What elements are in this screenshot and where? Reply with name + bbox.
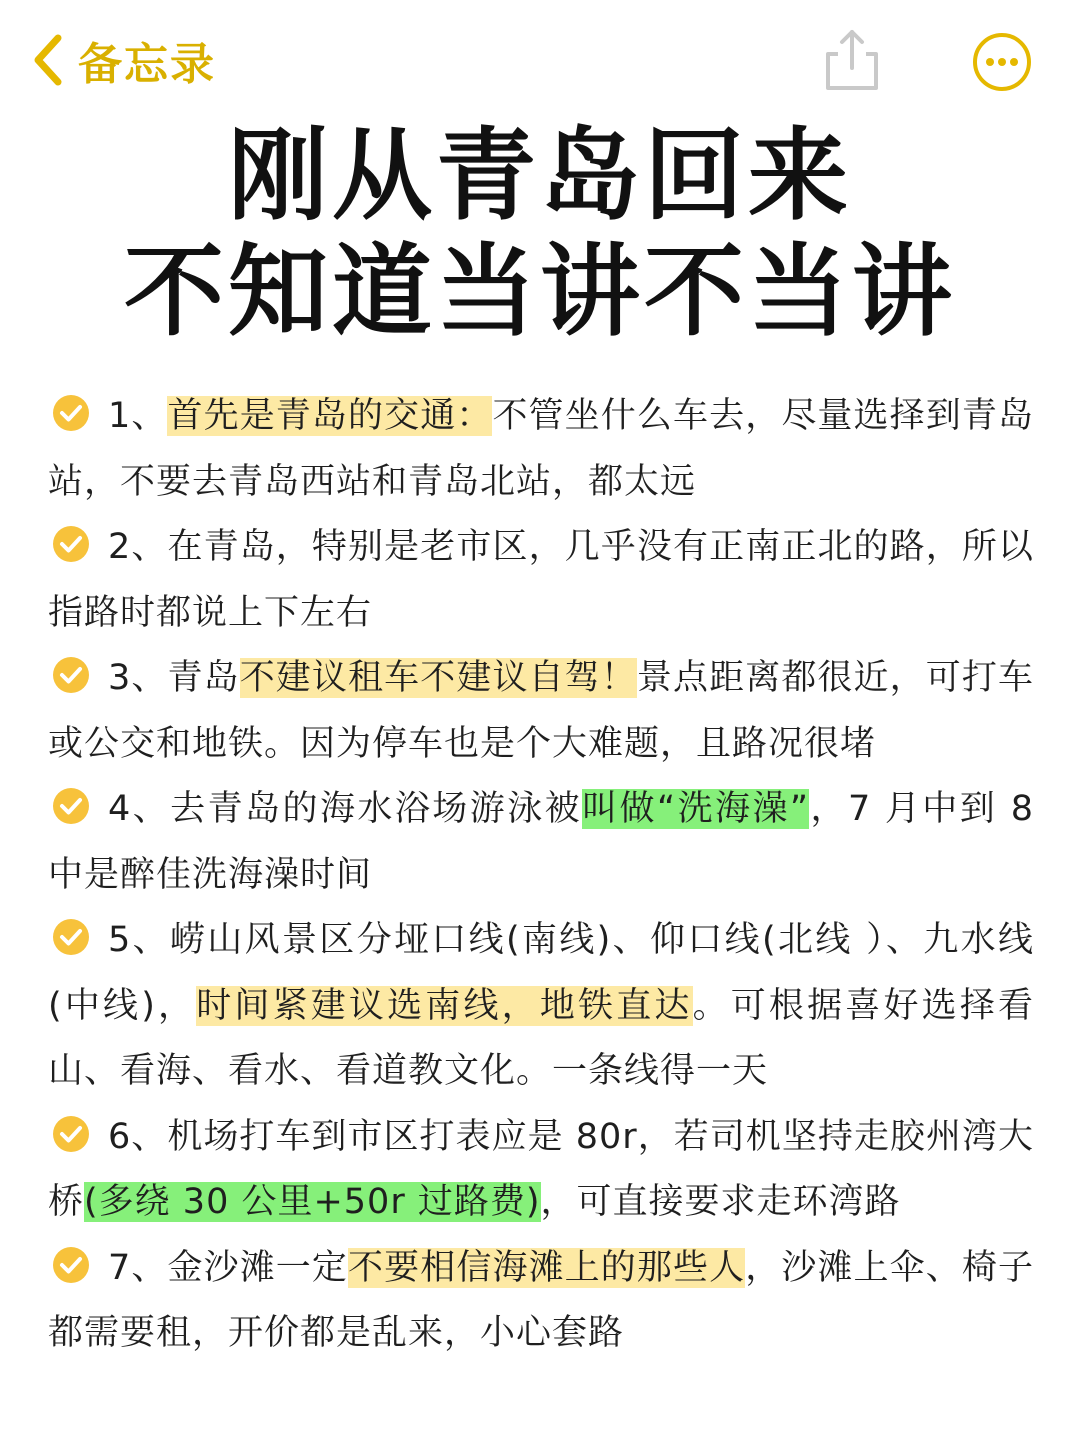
item-text: ，可直接要求走环湾路 [540,1182,901,1222]
list-item [48,1105,1034,1236]
item-text: 4、去青岛的海水浴场游泳被 [108,789,583,829]
item-text: 2、在青岛，特别是老市区，几乎没有正南正北的路，所以指路时都说上下左右 [48,527,1034,633]
chevron-left-icon [30,32,64,88]
item-text: 7、金沙滩一定 [108,1247,349,1288]
share-icon [822,26,882,94]
share-button[interactable] [822,26,882,94]
item-text: 不管坐什么车去，尽量选择到青岛站，不要去青岛西站和青岛北站，都太远 [48,396,1034,502]
highlight-text: 叫做“洗海澡” [582,789,810,829]
item-text: 5、崂山风景区分垭口线(南线)、仰口线(北线 ）、九水线(中线)， [48,920,1034,1026]
highlight-text: 不建议租车不建议自驾！ [239,658,637,698]
check-icon [52,787,90,825]
highlight-text: 时间紧建议选南线，地铁直达 [196,985,693,1026]
item-text: ，沙滩上伞、椅子都需要租，开价都是乱来，小心套路 [48,1247,1034,1353]
check-icon [52,525,90,563]
back-label: 备忘录 [78,39,216,90]
item-text: ，7 月中到 8 中是醉佳洗海澡时间 [48,789,1035,895]
title-line-1: 刚从青岛回来 [228,117,852,234]
check-icon [52,1246,90,1284]
title-line-2: 不知道当讲不当讲 [124,233,956,350]
list-item [48,777,1034,908]
item-text: 1、 [108,396,168,436]
check-icon [52,1115,90,1153]
list-item [48,1236,1034,1367]
highlight-text: 首先是青岛的交通： [167,396,493,436]
check-icon [52,918,90,956]
highlight-text: (多绕 30 公里+50r 过路费) [84,1182,541,1222]
back-button[interactable] [30,30,216,90]
check-icon [52,394,90,432]
list-item [48,646,1034,777]
highlight-text: 不要相信海滩上的那些人 [348,1247,746,1288]
list-item [48,384,1034,515]
list-item [48,515,1034,646]
note-body [48,384,1034,1367]
item-text: 3、青岛 [108,658,240,698]
navigation-bar [0,0,1080,120]
more-icon [972,32,1032,92]
more-button[interactable] [972,32,1032,92]
item-text: 景点距离都很近，可打车或公交和地铁。因为停车也是个大难题，且路况很堵 [48,658,1034,764]
item-text: 。可根据喜好选择看山、看海、看水、看道教文化。一条线得一天 [48,985,1034,1091]
list-item [48,908,1034,1105]
check-icon [52,656,90,694]
item-text: 6、机场打车到市区打表应是 80r，若司机坚持走胶州湾大桥 [48,1116,1034,1222]
note-title [0,118,1080,350]
